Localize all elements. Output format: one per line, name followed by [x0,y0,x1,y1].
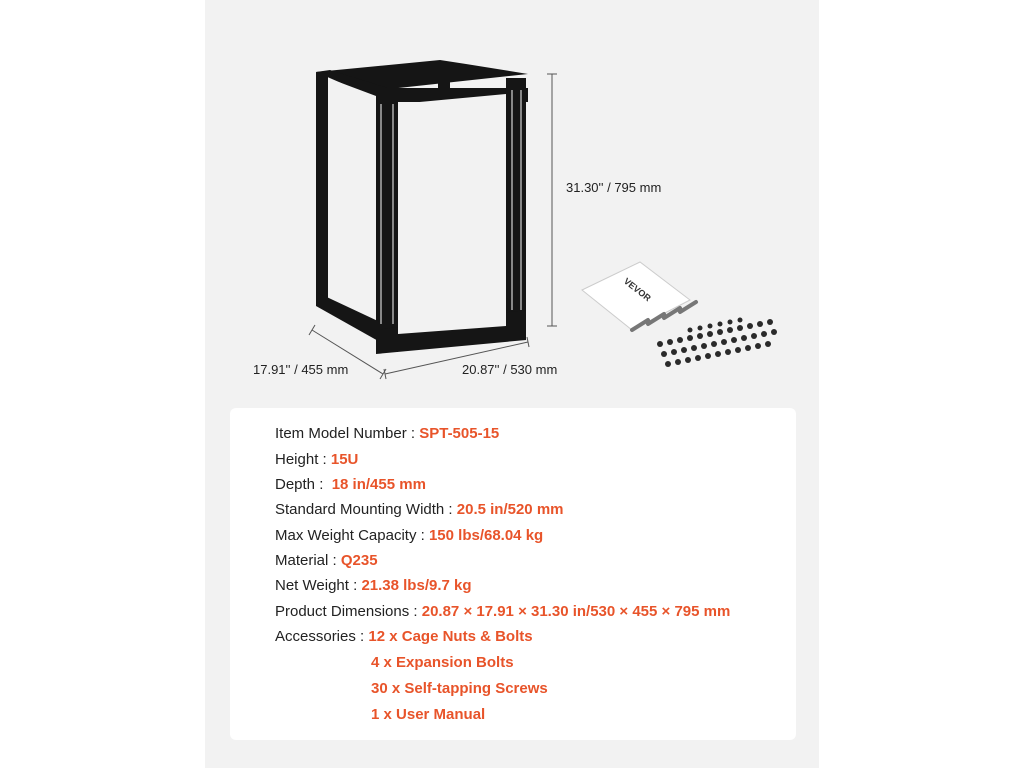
spec-value: 20.5 in/520 mm [456,501,564,518]
spec-accessories [275,628,533,645]
spec-material [275,552,378,569]
spec-label: Material : [275,552,341,569]
spec-label: Product Dimensions : [275,603,422,620]
spec-net-weight [275,577,472,594]
cage-nuts-and-screws [657,318,777,368]
width-dimension-label: 20.87'' / 530 mm [462,362,558,377]
spec-product-dimensions [275,603,730,620]
spec-max-weight [275,527,543,544]
spec-label: Item Model Number : [275,425,420,442]
accessory-item: 4 x Expansion Bolts [371,654,514,671]
spec-height [275,451,358,468]
spec-label: Accessories : [275,628,369,645]
spec-label: Height : [275,451,331,468]
spec-value: 21.38 lbs/9.7 kg [361,577,472,594]
spec-depth [275,476,426,493]
spec-value: SPT-505-15 [419,425,500,442]
accessory-item: 30 x Self-tapping Screws [371,680,548,697]
spec-value: 150 lbs/68.04 kg [428,527,544,544]
spec-value: 12 x Cage Nuts & Bolts [368,628,533,645]
spec-value: 20.87 × 17.91 × 31.30 in/530 × 455 × 795 mm [421,603,731,620]
spec-model-number [275,425,499,442]
spec-label: Depth : [275,476,332,493]
height-dimension-label: 31.30'' / 795 mm [566,180,662,195]
spec-value: 15U [330,451,359,468]
spec-value: 18 in/455 mm [331,476,426,493]
spec-label: Net Weight : [275,577,362,594]
spec-label: Max Weight Capacity : [275,527,429,544]
depth-dimension-label: 17.91'' / 455 mm [253,362,349,377]
spec-mounting-width [275,501,564,518]
height-dimension-line [547,74,557,326]
manual-brand-label: VEVOR [621,276,653,304]
spec-label: Standard Mounting Width : [275,501,457,518]
spec-value: Q235 [340,552,378,569]
user-manual [582,262,690,330]
accessory-item: 1 x User Manual [371,706,486,723]
